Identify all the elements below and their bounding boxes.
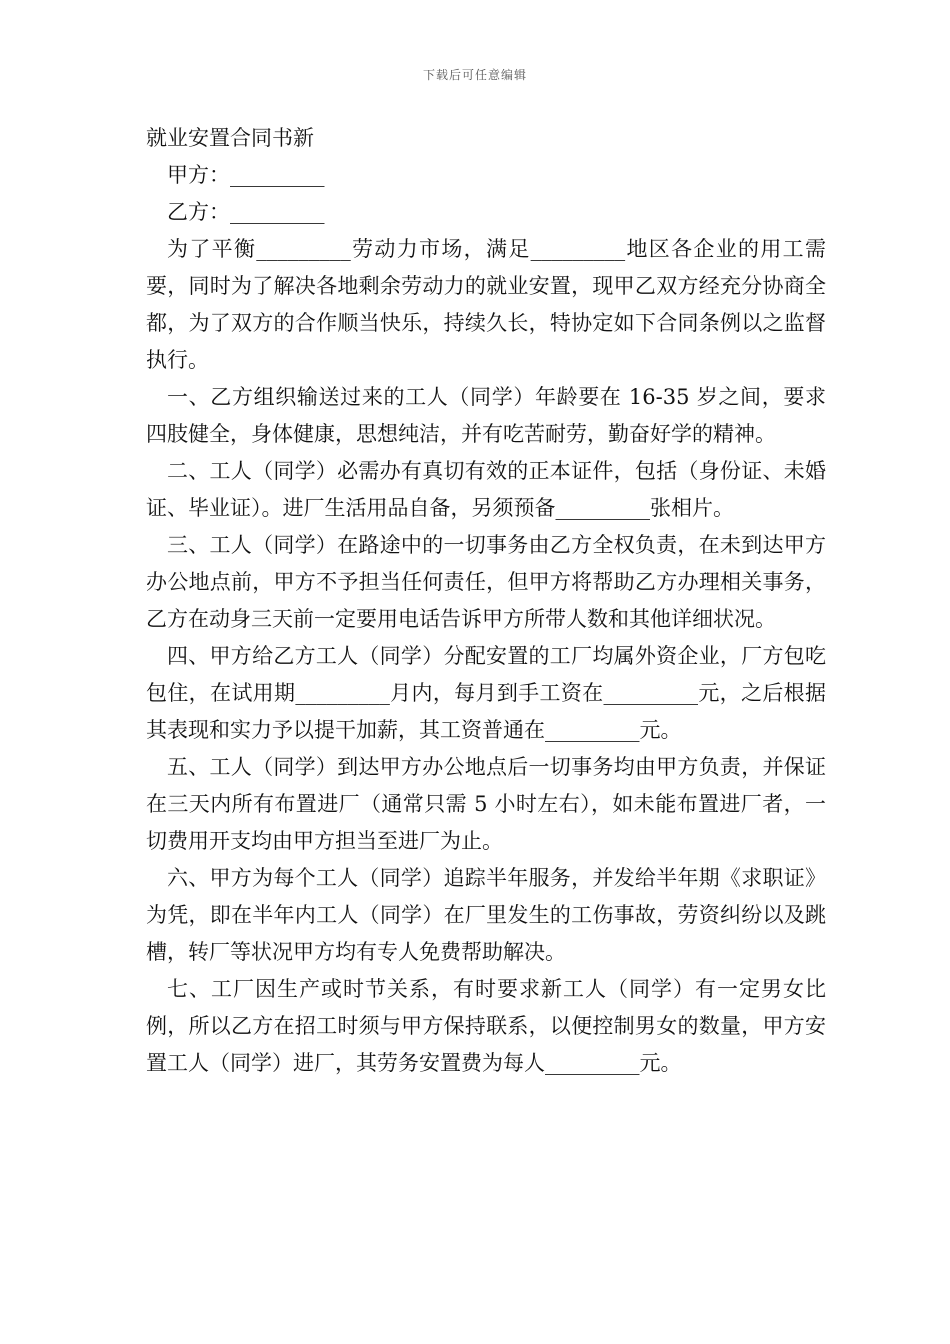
clause-7: 七、工厂因生产或时节关系，有时要求新工人（同学）有一定男女比例，所以乙方在招工时须与甲方保持联系，以便控制男女的数量，甲方安置工人（同学）进厂，其劳务安置费为每人_________元。 bbox=[146, 977, 826, 1075]
party-b-line: 乙方：_________ bbox=[167, 200, 325, 224]
party-a-line: 甲方：_________ bbox=[167, 163, 325, 187]
clause-4: 四、甲方给乙方工人（同学）分配安置的工厂均属外资企业，厂方包吃包住，在试用期_________月内，每月到手工资在_________元，之后根据其表现和实力予以提干加薪，其工资普通在_________元。 bbox=[146, 644, 826, 742]
clause-1: 一、乙方组织输送过来的工人（同学）年龄要在 16-35 岁之间，要求四肢健全，身体健康，思想纯洁，并有吃苦耐劳，勤奋好学的精神。 bbox=[146, 385, 826, 446]
contract-document bbox=[146, 120, 826, 1082]
intro-paragraph: 为了平衡_________劳动力市场，满足_________地区各企业的用工需要，同时为了解决各地剩余劳动力的就业安置，现甲乙双方经充分协商全都，为了双方的合作顺当快乐，持续久长，特协定如下合同条例以之监督执行。 bbox=[146, 237, 826, 372]
clause-5: 五、工人（同学）到达甲方办公地点后一切事务均由甲方负责，并保证在三天内所有布置进厂（通常只需 5 小时左右），如未能布置进厂者，一切费用开支均由甲方担当至进厂为止。 bbox=[146, 755, 826, 853]
clause-2: 二、工人（同学）必需办有真切有效的正本证件，包括（身份证、未婚证、毕业证）。进厂生活用品自备，另须预备_________张相片。 bbox=[146, 459, 826, 520]
clause-6: 六、甲方为每个工人（同学）追踪半年服务，并发给半年期《求职证》为凭，即在半年内工人（同学）在厂里发生的工伤事故，劳资纠纷以及跳槽，转厂等状况甲方均有专人免费帮助解决。 bbox=[146, 866, 826, 964]
clause-3: 三、工人（同学）在路途中的一切事务由乙方全权负责，在未到达甲方办公地点前，甲方不予担当任何责任，但甲方将帮助乙方办理相关事务，乙方在动身三天前一定要用电话告诉甲方所带人数和其他详细状况。 bbox=[146, 533, 826, 631]
document-title: 就业安置合同书新 bbox=[146, 126, 314, 150]
page-header: 下载后可任意编辑 bbox=[422, 68, 527, 82]
